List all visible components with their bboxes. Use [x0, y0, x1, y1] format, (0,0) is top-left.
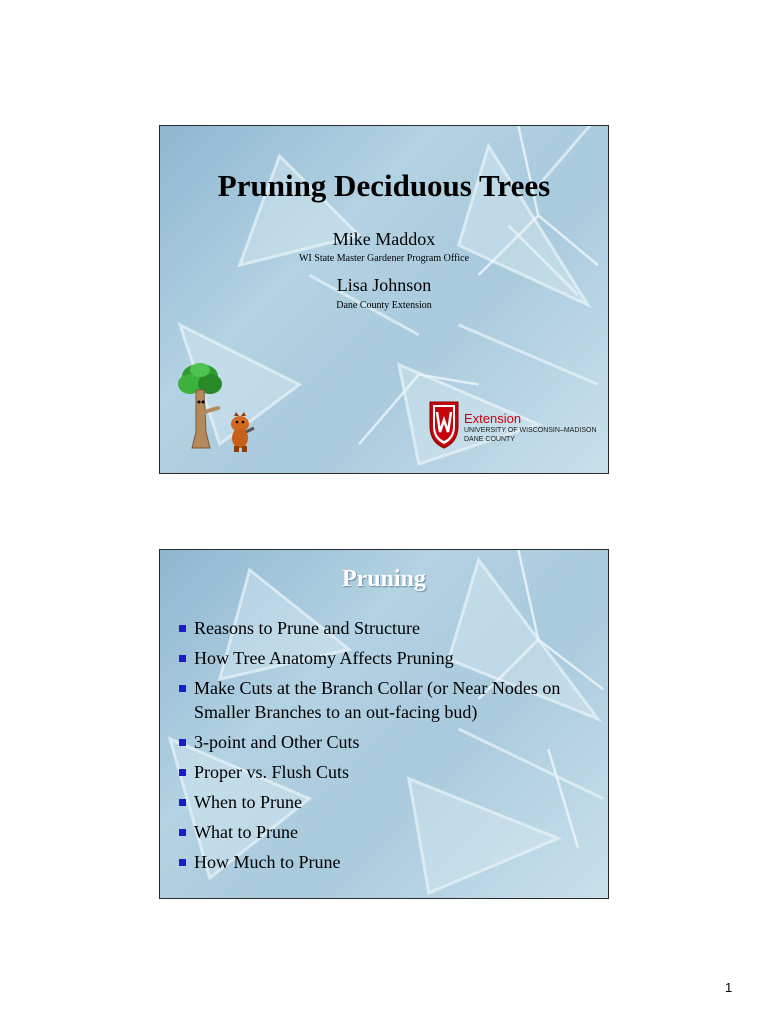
- outline-slide: [159, 549, 609, 899]
- uw-crest-icon: [428, 398, 460, 450]
- page-number: 1: [725, 980, 733, 995]
- square-bullet-icon: [179, 625, 186, 632]
- presenter-name: Lisa Johnson: [336, 275, 432, 295]
- presenter-name: Mike Maddox: [332, 229, 436, 249]
- square-bullet-icon: [179, 799, 186, 806]
- presenter-organization: Dane County Extension: [336, 300, 432, 311]
- title-slide: [159, 125, 609, 474]
- list-item: Proper vs. Flush Cuts: [178, 760, 598, 784]
- list-item: How Tree Anatomy Affects Pruning: [178, 646, 598, 670]
- logo-county-text: DANE COUNTY: [464, 436, 515, 443]
- uw-extension-logo: [428, 396, 606, 452]
- list-item: Make Cuts at the Branch Collar (or Near Nodes on Smaller Branches to an out-facing bud): [178, 676, 598, 724]
- list-item: When to Prune: [178, 790, 598, 814]
- list-item: 3-point and Other Cuts: [178, 730, 598, 754]
- logo-university-text: UNIVERSITY OF WISCONSIN–MADISON: [464, 427, 597, 434]
- list-item: Reasons to Prune and Structure: [178, 616, 598, 640]
- square-bullet-icon: [179, 739, 186, 746]
- tree-and-badger-icon: [178, 362, 258, 454]
- square-bullet-icon: [179, 685, 186, 692]
- list-item: What to Prune: [178, 820, 598, 844]
- square-bullet-icon: [179, 829, 186, 836]
- slide-title: Pruning Deciduous Trees: [217, 168, 551, 203]
- square-bullet-icon: [179, 655, 186, 662]
- presenter-organization: WI State Master Gardener Program Office: [298, 253, 470, 264]
- list-item: How Much to Prune: [178, 850, 598, 874]
- slide-title: Pruning: [341, 566, 427, 592]
- logo-extension-text: Extension: [464, 411, 522, 426]
- square-bullet-icon: [179, 769, 186, 776]
- square-bullet-icon: [179, 859, 186, 866]
- bullet-list: [178, 616, 598, 880]
